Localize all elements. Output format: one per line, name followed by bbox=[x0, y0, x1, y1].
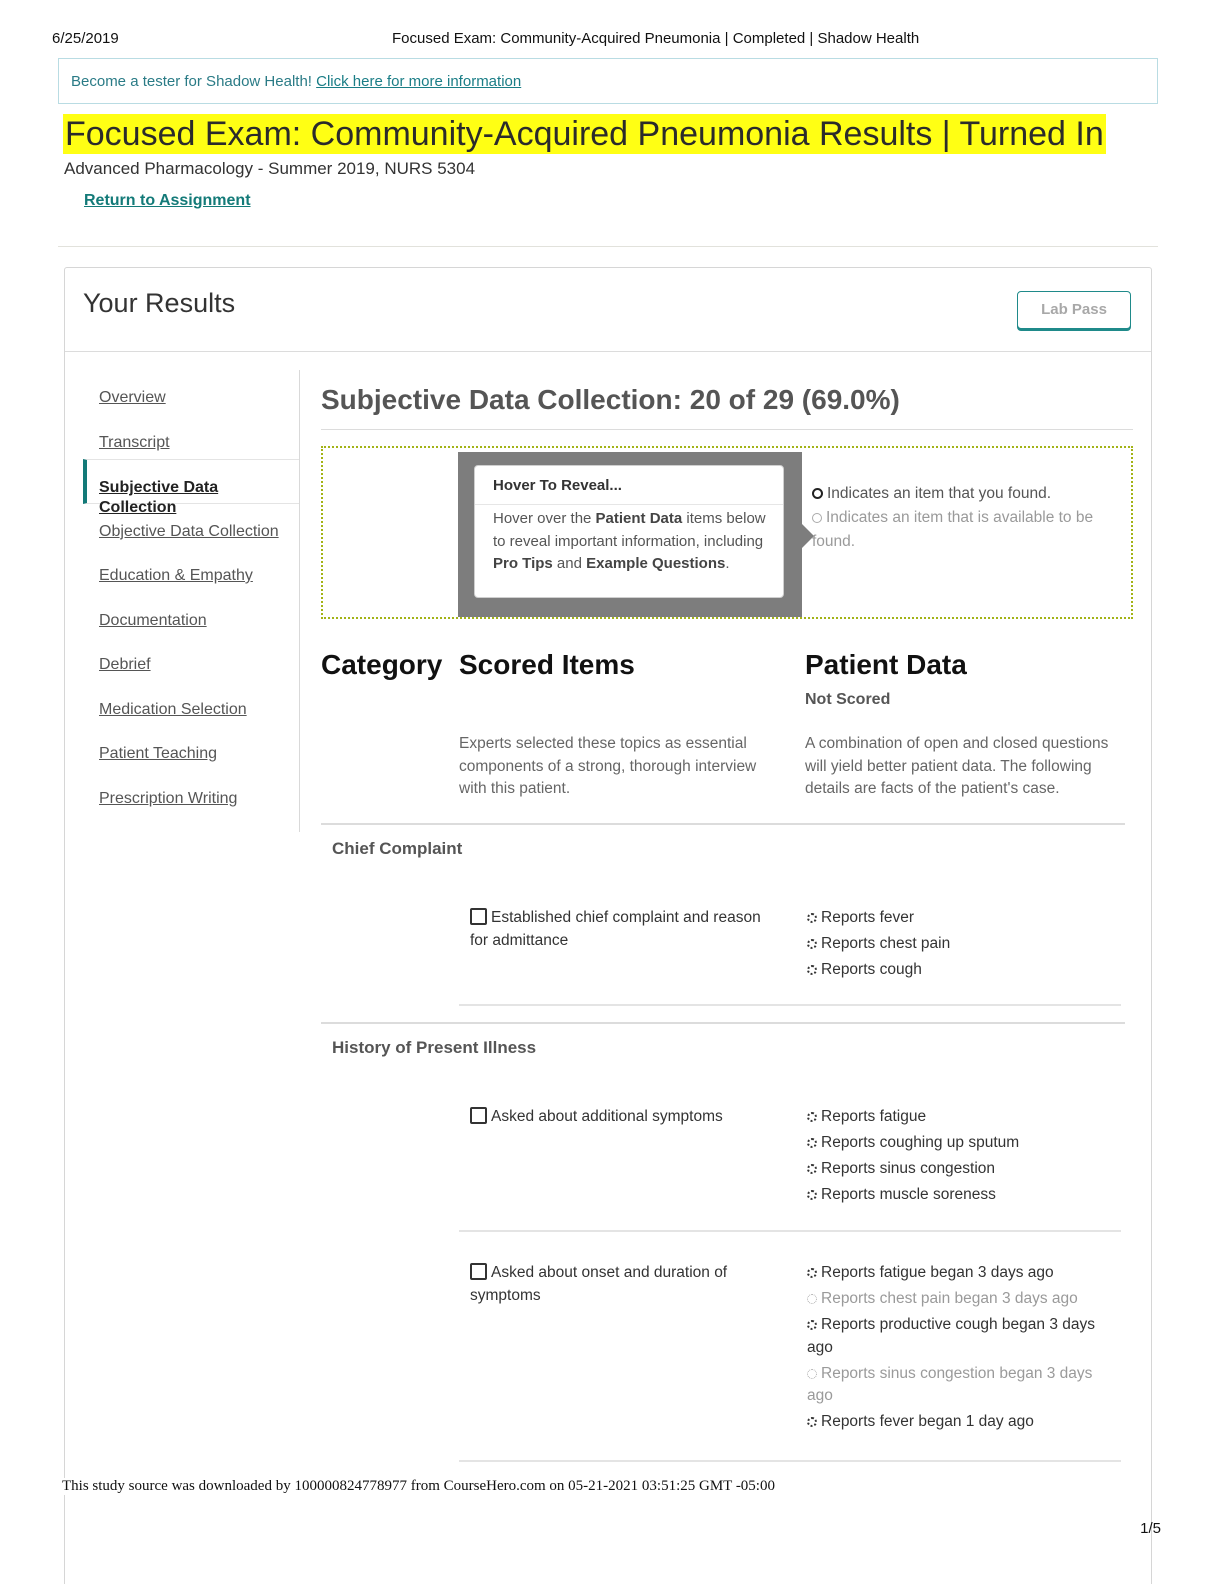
category-name: Chief Complaint bbox=[332, 839, 463, 858]
available-circle-icon bbox=[807, 1294, 817, 1304]
patient-data-item[interactable] bbox=[807, 1288, 1107, 1311]
available-circle-icon bbox=[812, 513, 822, 523]
scored-item-label: Asked about onset and duration of symptoms bbox=[470, 1264, 728, 1304]
patient-data-label: Reports fatigue began 3 days ago bbox=[821, 1264, 1054, 1281]
sidebar-item-debrief[interactable]: Debrief bbox=[99, 656, 151, 673]
tester-info-link[interactable]: Click here for more information bbox=[316, 73, 522, 90]
legend bbox=[812, 482, 1112, 554]
sidebar-item-patient-teaching[interactable]: Patient Teaching bbox=[99, 745, 218, 762]
patient-data-label: Reports productive cough began 3 days ago bbox=[807, 1316, 1096, 1356]
results-title: Your Results bbox=[83, 288, 236, 318]
available-circle-icon bbox=[807, 1369, 817, 1379]
scored-item bbox=[470, 1262, 775, 1307]
print-page-title: Focused Exam: Community-Acquired Pneumonia | Completed | Shadow Health bbox=[392, 30, 920, 47]
hover-card-title: Hover To Reveal... bbox=[475, 466, 783, 505]
lab-pass-button[interactable]: Lab Pass bbox=[1017, 291, 1131, 329]
hover-bold: Pro Tips bbox=[493, 555, 553, 572]
patient-data-label: Reports coughing up sputum bbox=[821, 1134, 1020, 1151]
spacer bbox=[321, 1006, 1133, 1022]
patient-data-label: Reports fever began 1 day ago bbox=[821, 1413, 1034, 1430]
hover-bold: Patient Data bbox=[595, 510, 683, 527]
sidebar-item-transcript[interactable]: Transcript bbox=[99, 433, 170, 451]
found-circle-icon bbox=[807, 1417, 817, 1427]
hover-text: items below to reveal important information, including bbox=[493, 510, 766, 550]
patient-data-item[interactable] bbox=[807, 1158, 1107, 1181]
divider bbox=[58, 246, 1158, 247]
hover-bold: Example Questions bbox=[586, 555, 726, 572]
checkbox-icon bbox=[470, 908, 487, 925]
found-circle-icon bbox=[807, 1268, 817, 1278]
patient-data-label: Reports fever bbox=[821, 909, 915, 926]
sidebar-item-subjective-data-collection[interactable]: Subjective Data Collection bbox=[83, 459, 299, 504]
hover-text: Hover over the bbox=[493, 510, 596, 527]
patient-data-item[interactable] bbox=[807, 1106, 1107, 1129]
hover-text: and bbox=[552, 555, 587, 572]
print-date: 6/25/2019 bbox=[52, 30, 119, 47]
tester-banner-text: Become a tester for Shadow Health! bbox=[71, 73, 312, 90]
print-header bbox=[52, 30, 1172, 48]
scored-row bbox=[459, 895, 1121, 1006]
category-history-of-present-illness bbox=[321, 1024, 1125, 1462]
hover-card-inner bbox=[474, 465, 784, 598]
category-name: History of Present Illness bbox=[332, 1038, 537, 1057]
patient-data-label: Reports chest pain bbox=[821, 935, 951, 952]
scored-item bbox=[470, 1106, 775, 1129]
patient-data-list bbox=[807, 1106, 1107, 1210]
patient-data-item[interactable] bbox=[807, 1132, 1107, 1155]
patient-data-item[interactable] bbox=[807, 1363, 1107, 1408]
scored-item bbox=[470, 907, 775, 952]
patient-data-item[interactable] bbox=[807, 1411, 1107, 1434]
hover-to-reveal-card[interactable] bbox=[458, 452, 802, 617]
legend-available-text: Indicates an item that is available to be found. bbox=[812, 509, 1094, 550]
results-content bbox=[321, 383, 1133, 1462]
patient-data-item[interactable] bbox=[807, 1184, 1107, 1207]
download-source-note: This study source was downloaded by 100000824778977 from CourseHero.com on 05-21-2021 03:51:25 GMT -05:00 bbox=[62, 1478, 785, 1495]
patient-data-description: A combination of open and closed questions will yield better patient data. The following details are facts of the patient's case. bbox=[805, 735, 1109, 797]
column-header-patient-data: Patient Data bbox=[805, 649, 967, 680]
scored-row bbox=[459, 1094, 1121, 1232]
patient-data-label: Reports cough bbox=[821, 961, 922, 978]
patient-data-list bbox=[807, 1262, 1107, 1437]
divider bbox=[321, 429, 1133, 430]
legend-box bbox=[321, 446, 1133, 619]
page-number: 1/5 bbox=[1140, 1520, 1161, 1537]
sidebar-item-medication-selection[interactable]: Medication Selection bbox=[99, 700, 247, 718]
patient-data-item[interactable] bbox=[807, 933, 1107, 956]
patient-data-label: Reports muscle soreness bbox=[821, 1186, 996, 1203]
scored-item-label: Asked about additional symptoms bbox=[491, 1108, 723, 1125]
tester-banner bbox=[58, 58, 1158, 104]
found-circle-icon bbox=[807, 939, 817, 949]
found-circle-icon bbox=[807, 1190, 817, 1200]
legend-found-text: Indicates an item that you found. bbox=[827, 485, 1052, 502]
scored-items-description: Experts selected these topics as essential components of a strong, thorough interview with this patient. bbox=[459, 735, 757, 797]
legend-found bbox=[812, 482, 1112, 506]
patient-data-label: Reports sinus congestion began 3 days ago bbox=[807, 1364, 1093, 1404]
patient-data-item[interactable] bbox=[807, 959, 1107, 982]
results-sidebar bbox=[83, 370, 300, 832]
patient-data-item[interactable] bbox=[807, 1262, 1107, 1285]
legend-available bbox=[812, 506, 1112, 554]
patient-data-label: Reports sinus congestion bbox=[821, 1160, 996, 1177]
sidebar-item-overview[interactable]: Overview bbox=[99, 389, 166, 406]
checkbox-icon bbox=[470, 1263, 487, 1280]
found-circle-icon bbox=[807, 1164, 817, 1174]
category-chief-complaint bbox=[321, 825, 1125, 1006]
column-header-scored-items: Scored Items bbox=[459, 649, 635, 680]
results-panel bbox=[64, 267, 1152, 1584]
patient-data-item[interactable] bbox=[807, 907, 1107, 930]
found-circle-icon bbox=[807, 1138, 817, 1148]
hover-text: . bbox=[725, 555, 730, 572]
checkbox-icon bbox=[470, 1107, 487, 1124]
column-header-category: Category bbox=[321, 649, 443, 680]
not-scored-label: Not Scored bbox=[805, 691, 891, 708]
page-title: Focused Exam: Community-Acquired Pneumonia Results | Turned In bbox=[65, 115, 1104, 153]
scored-item-label: Established chief complaint and reason for admittance bbox=[470, 909, 761, 949]
found-circle-icon bbox=[807, 1112, 817, 1122]
found-circle-icon bbox=[807, 1320, 817, 1330]
sidebar-item-prescription-writing[interactable]: Prescription Writing bbox=[99, 789, 238, 807]
scored-row bbox=[459, 1232, 1121, 1462]
found-circle-icon bbox=[807, 913, 817, 923]
course-name: Advanced Pharmacology - Summer 2019, NURS 5304 bbox=[64, 159, 476, 178]
patient-data-item[interactable] bbox=[807, 1314, 1107, 1359]
results-header bbox=[65, 268, 1151, 352]
found-circle-icon bbox=[812, 488, 823, 499]
hover-card-body bbox=[475, 505, 783, 576]
patient-data-label: Reports chest pain began 3 days ago bbox=[821, 1290, 1078, 1307]
sidebar-item-education-empathy[interactable]: Education & Empathy bbox=[99, 567, 253, 584]
return-to-assignment-link[interactable]: Return to Assignment bbox=[84, 192, 251, 209]
sidebar-item-documentation[interactable]: Documentation bbox=[99, 611, 207, 629]
found-circle-icon bbox=[807, 965, 817, 975]
sidebar-item-objective-data-collection[interactable]: Objective Data Collection bbox=[99, 522, 279, 540]
section-heading: Subjective Data Collection: 20 of 29 (69.0%) bbox=[321, 384, 900, 415]
patient-data-label: Reports fatigue bbox=[821, 1108, 927, 1125]
column-headers bbox=[321, 649, 1125, 825]
patient-data-list bbox=[807, 907, 1107, 985]
